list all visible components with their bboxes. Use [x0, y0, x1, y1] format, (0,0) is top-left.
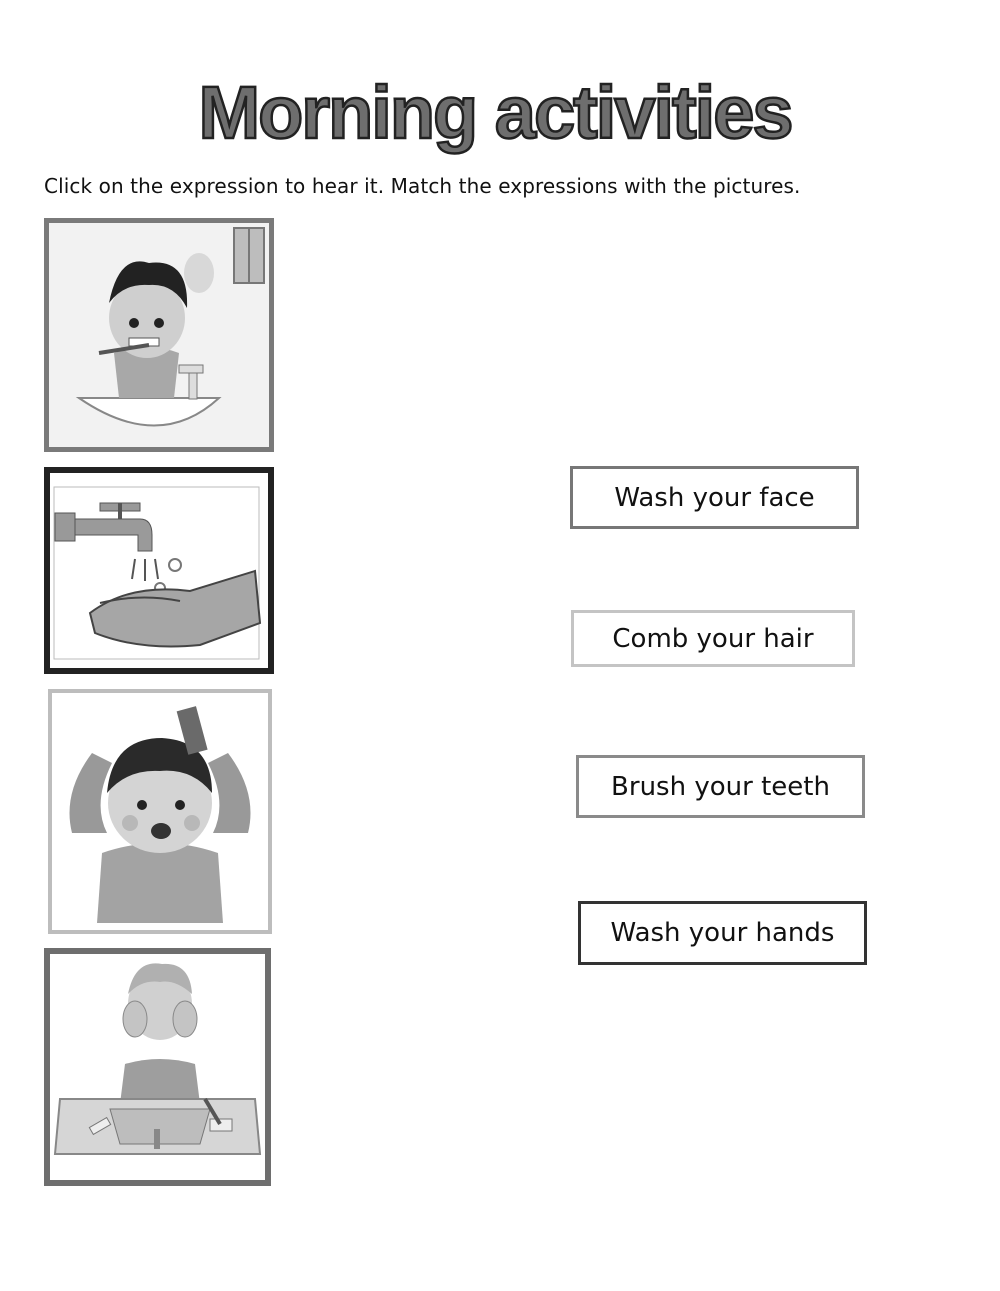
expression-comb-your-hair[interactable] — [571, 610, 855, 667]
expression-brush-your-teeth[interactable] — [576, 755, 865, 818]
expression-label: Brush your teeth — [611, 771, 830, 802]
expression-label: Wash your face — [614, 482, 815, 513]
instructions-text: Click on the expression to hear it. Match the expressions with the pictures. — [44, 174, 801, 198]
washing-hands-illustration — [50, 473, 268, 668]
boy-brushing-teeth-illustration — [49, 223, 269, 447]
boy-washing-face-illustration — [50, 954, 265, 1180]
worksheet-title: Morning activities — [198, 71, 792, 154]
boy-combing-hair-illustration — [52, 693, 268, 930]
expression-wash-your-face[interactable] — [570, 466, 859, 529]
washing-face-picture[interactable] — [44, 948, 271, 1186]
brushing-teeth-picture[interactable] — [44, 218, 274, 452]
expression-label: Wash your hands — [610, 918, 835, 948]
combing-hair-picture[interactable] — [48, 689, 272, 934]
expression-wash-your-hands[interactable] — [578, 901, 867, 965]
expression-label: Comb your hair — [612, 623, 814, 654]
washing-hands-picture[interactable] — [44, 467, 274, 674]
